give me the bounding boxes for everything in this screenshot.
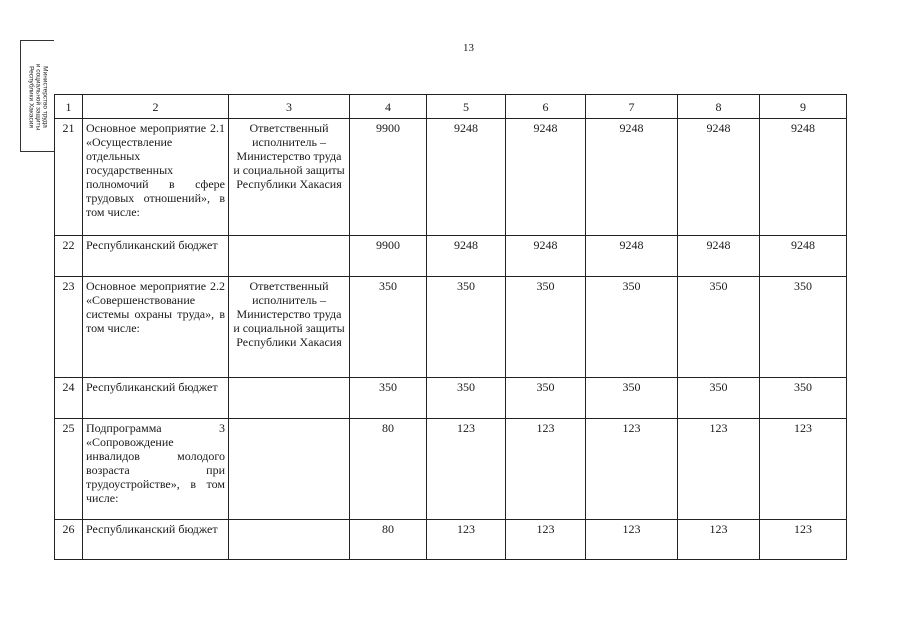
table-row [55,119,847,236]
header-cell: 5 [427,95,506,119]
value-cell: 123 [506,520,586,560]
value-cell: 9900 [350,119,427,236]
value-cell: 9248 [586,119,678,236]
stamp-line: Республики Хакасия [27,66,35,128]
table-row [55,236,847,277]
header-cell: 2 [83,95,229,119]
value-cell: 350 [506,277,586,378]
value-cell: 350 [506,378,586,419]
table-row [55,419,847,520]
row-description: Основное мероприятие 2.2 «Совершенствование системы охраны труда», в том числе: [83,277,229,378]
value-cell: 123 [678,419,760,520]
stamp-text [28,41,49,152]
row-description: Подпрограмма 3 «Сопровождение инвалидов молодого возраста при трудоустройстве», в том числе: [83,419,229,520]
value-cell: 9248 [506,236,586,277]
stamp-line: Министерство труда [41,66,49,128]
value-cell: 9248 [760,236,847,277]
value-cell: 123 [678,520,760,560]
budget-table [54,94,847,560]
value-cell: 350 [350,378,427,419]
value-cell: 123 [586,520,678,560]
table-row [55,277,847,378]
header-cell: 7 [586,95,678,119]
row-number: 21 [55,119,83,236]
header-cell: 1 [55,95,83,119]
row-executor [229,378,350,419]
row-description: Республиканский бюджет [83,378,229,419]
value-cell: 9248 [678,119,760,236]
value-cell: 9248 [678,236,760,277]
value-cell: 350 [678,378,760,419]
value-cell: 123 [427,419,506,520]
value-cell: 9900 [350,236,427,277]
row-description: Основное мероприятие 2.1 «Осуществление отдельных государственных полномочий в сфере трудовых отношений», в том числе: [83,119,229,236]
header-cell: 4 [350,95,427,119]
header-cell: 9 [760,95,847,119]
value-cell: 350 [427,277,506,378]
row-number: 23 [55,277,83,378]
row-description: Республиканский бюджет [83,520,229,560]
value-cell: 350 [427,378,506,419]
row-number: 26 [55,520,83,560]
value-cell: 350 [760,277,847,378]
value-cell: 123 [760,419,847,520]
page-number: 13 [463,42,474,54]
value-cell: 9248 [427,236,506,277]
row-executor: Ответственный исполнитель – Министерство труда и социальной защиты Республики Хакасия [229,277,350,378]
header-cell: 6 [506,95,586,119]
row-number: 22 [55,236,83,277]
row-number: 24 [55,378,83,419]
header-cell: 8 [678,95,760,119]
value-cell: 9248 [506,119,586,236]
registration-stamp [20,40,54,152]
value-cell: 123 [760,520,847,560]
value-cell: 9248 [427,119,506,236]
stamp-line: и социальной защиты [34,63,42,131]
value-cell: 123 [586,419,678,520]
value-cell: 350 [586,277,678,378]
value-cell: 350 [678,277,760,378]
table-row [55,520,847,560]
table-row [55,378,847,419]
row-executor: Ответственный исполнитель – Министерство труда и социальной защиты Республики Хакасия [229,119,350,236]
value-cell: 123 [427,520,506,560]
table-header-row [55,95,847,119]
row-executor [229,419,350,520]
value-cell: 350 [350,277,427,378]
row-number: 25 [55,419,83,520]
row-executor [229,236,350,277]
value-cell: 80 [350,419,427,520]
value-cell: 80 [350,520,427,560]
value-cell: 9248 [586,236,678,277]
value-cell: 123 [506,419,586,520]
value-cell: 350 [586,378,678,419]
header-cell: 3 [229,95,350,119]
value-cell: 9248 [760,119,847,236]
row-description: Республиканский бюджет [83,236,229,277]
row-executor [229,520,350,560]
value-cell: 350 [760,378,847,419]
